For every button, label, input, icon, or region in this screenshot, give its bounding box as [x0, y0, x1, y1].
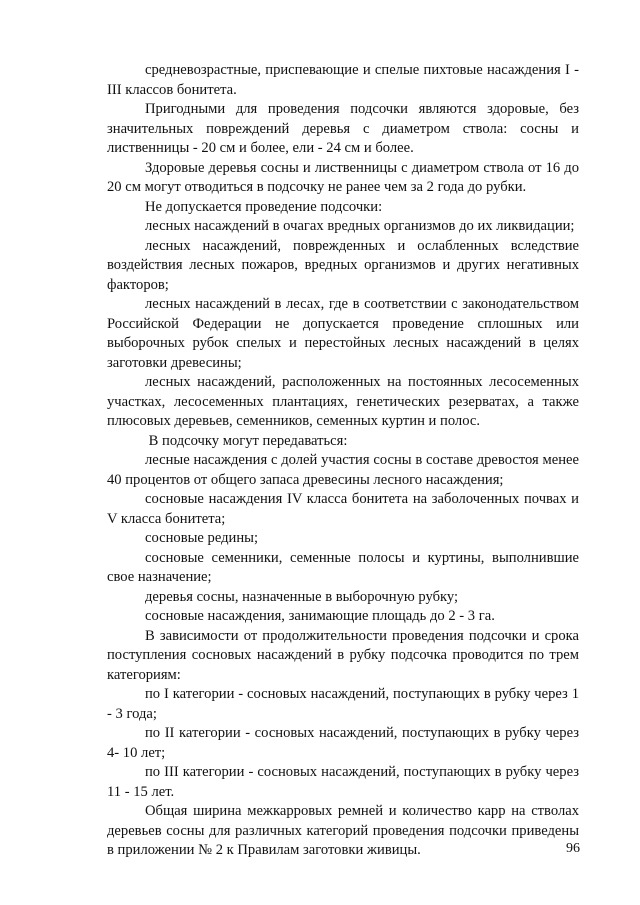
- page-number: 96: [566, 841, 580, 856]
- paragraph: сосновые семенники, семенные полосы и куртины, выполнившие свое назначение;: [107, 549, 579, 585]
- paragraph: лесных насаждений в лесах, где в соответствии с законодательством Российской Федерации не допускается проведение сплошных или выборочных рубок спелых и перестойных лесных насаждений в целях заготовки древесины;: [107, 296, 579, 371]
- paragraph: Здоровые деревья сосны и лиственницы с диаметром ствола от 16 до 20 см могут отводиться в подсочку не ранее чем за 2 года до рубки.: [107, 159, 579, 195]
- paragraph: Не допускается проведение подсочки:: [145, 198, 383, 215]
- paragraph: лесные насаждения с долей участия сосны в составе древостоя менее 40 процентов от общего запаса древесины лесного насаждения;: [107, 452, 579, 488]
- paragraph: лесных насаждений, расположенных на постоянных лесосеменных участках, лесосеменных плантациях, генетических резерватах, а также плюсовых деревьев, семенников, семенных куртин и полос.: [107, 374, 579, 429]
- paragraph: сосновые насаждения, занимающие площадь до 2 - 3 га.: [145, 608, 495, 624]
- paragraph: Пригодными для проведения подсочки являются здоровые, без значительных повреждений деревья с диаметром ствола: сосны и лиственницы - 20 см и более, ели - 24 см и более.: [107, 101, 579, 156]
- paragraph: по II категории - сосновых насаждений, поступающих в рубку через 4- 10 лет;: [107, 725, 579, 761]
- paragraph: сосновые редины;: [145, 530, 259, 546]
- paragraph: сосновые насаждения IV класса бонитета на заболоченных почвах и V класса бонитета;: [107, 491, 579, 527]
- paragraph: по III категории - сосновых насаждений, поступающих в рубку через 11 - 15 лет.: [107, 764, 579, 800]
- document-body: [107, 61, 579, 861]
- paragraph: средневозрастные, приспевающие и спелые пихтовые насаждения I - III классов бонитета.: [107, 62, 579, 98]
- paragraph: лесных насаждений в очагах вредных организмов до их ликвидации;: [145, 218, 575, 234]
- paragraph: лесных насаждений, поврежденных и ослабленных вследствие воздействия лесных пожаров, вредных организмов и других негативных факторов;: [107, 237, 579, 293]
- paragraph: В подсочку могут передаваться:: [145, 432, 348, 449]
- paragraph: деревья сосны, назначенные в выборочную рубку;: [145, 588, 459, 605]
- paragraph: по I категории - сосновых насаждений, поступающих в рубку через 1 - 3 года;: [107, 686, 579, 722]
- paragraph: В зависимости от продолжительности проведения подсочки и срока поступления сосновых насаждений в рубку подсочка проводится по трем категориям:: [107, 627, 579, 683]
- paragraph: Общая ширина межкарровых ремней и количество карр на стволах деревьев сосны для различных категорий проведения подсочки приведены в приложении № 2 к Правилам заготовки живицы.: [107, 803, 579, 858]
